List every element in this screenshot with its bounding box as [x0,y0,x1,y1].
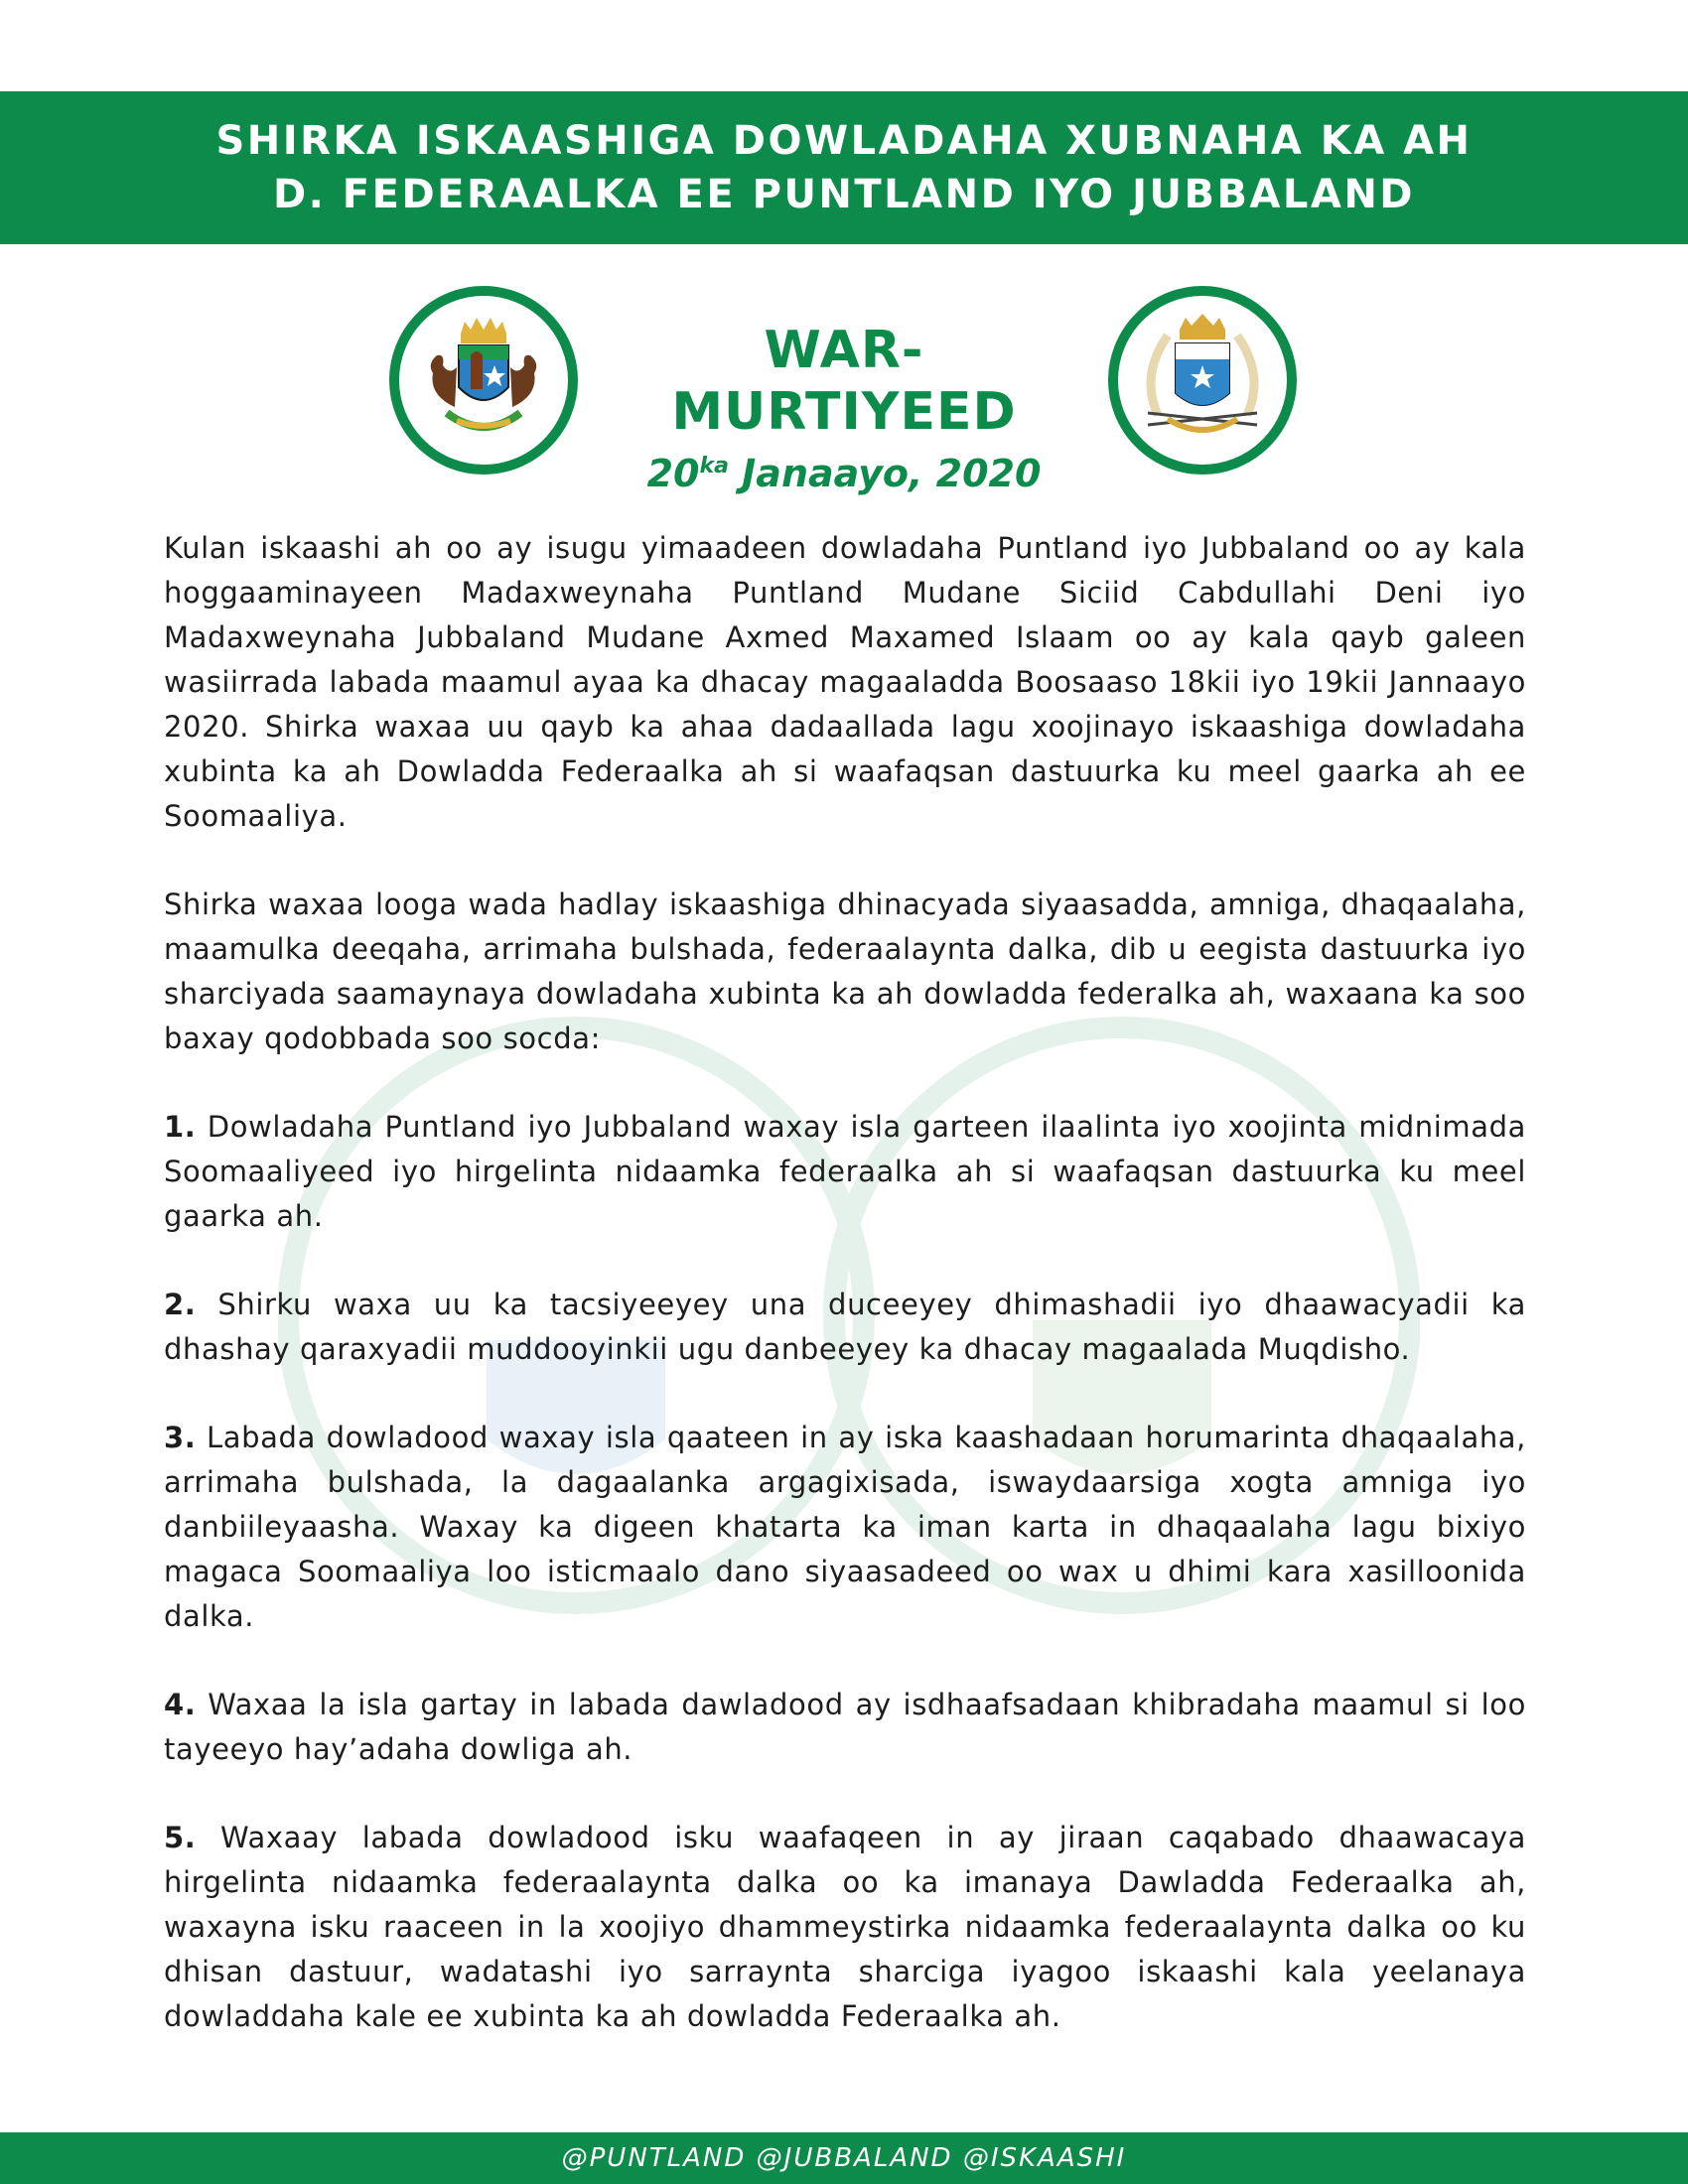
document-title: WAR-MURTIYEED [671,321,1017,442]
header-title-line2: D. FEDERAALKA EE PUNTLAND IYO JUBBALAND [272,172,1416,217]
resolution-text: Shirku waxa uu ka tacsiyeeyey una duceeyey dhimashadii iyo dhaawacyadii ka dhashay qaraxyadii muddooyinkii ugu danbeeyey ka dhacay magaalada Muqdisho. [164,1288,1526,1366]
date-rest: Janaayo, 2020 [728,452,1042,495]
resolution-text: Waxaa la isla gartay in labada dawladood ay isdhaafsadaan khibradaha maamul si loo tayeeyo hay’adaha dowliga ah. [164,1688,1526,1766]
header-title-line1: SHIRKA ISKAASHIGA DOWLADAHA XUBNAHA KA AH [215,118,1473,164]
jubbaland-emblem [1108,286,1297,475]
footer-handles: @PUNTLAND @JUBBALAND @ISKAASHI [561,2143,1127,2173]
resolution-number: 5. [164,1821,197,1854]
resolution-number: 2. [164,1288,197,1321]
date-suffix: ka [699,454,729,478]
date-day: 20 [646,452,700,495]
puntland-emblem [389,286,578,475]
title-block [596,320,1092,497]
resolution-text: Dowladaha Puntland iyo Jubbaland waxay isla garteen ilaalinta iyo xoojinta midnimada Soomaaliyeed iyo hirgelinta nidaamka federaalka ah si waafaqsan dastuurka ku meel gaarka ah. [164,1110,1526,1233]
jubbaland-coat-of-arms-icon [1118,296,1287,465]
document-body [164,526,1526,2083]
puntland-coat-of-arms-icon [399,296,568,465]
resolution-item [164,1283,1526,1372]
resolution-item [164,1105,1526,1239]
topics-paragraph: Shirka waxaa looga wada hadlay iskaashiga dhinacyada siyaasadda, amniga, dhaqaalaha, maamulka deeqaha, arrimaha bulshada, federaalaynta dalka, dib u eegista dastuurka iyo sharciyada saamaynaya dowladaha xubinta ka ah dowladda federalka ah, waxaana ka soo baxay qodobbada soo socda: [164,887,1526,1055]
header-band [0,91,1688,244]
intro-paragraph: Kulan iskaashi ah oo ay isugu yimaadeen dowladaha Puntland iyo Jubbaland oo ay kala hoggaaminayeen Madaxweynaha Puntland Mudane Siciid Cabdullahi Deni iyo Madaxweynaha Jubbaland Mudane Axmed Maxamed Islaam oo ay kala qayb galeen wasiirrada labada maamul ayaa ka dhacay magaaladda Boosaaso 18kii iyo 19kii Jannaayo 2020. Shirka waxaa uu qayb ka ahaa dadaallada lagu xoojinayo iskaashiga dowladaha xubinta ka ah Dowladda Federaalka ah si waafaqsan dastuurka ku meel gaarka ah ee Soomaaliya. [164,531,1526,833]
resolution-item [164,1683,1526,1772]
resolution-item [164,1416,1526,1639]
resolution-number: 4. [164,1688,197,1721]
resolution-number: 3. [164,1421,197,1454]
resolution-item [164,1816,1526,2039]
footer-band [0,2132,1688,2184]
resolution-text: Labada dowladood waxay isla qaateen in ay iska kaashadaan horumarinta dhaqaalaha, arrimaha bulshada, la dagaalanka argagixisada, iswaydaarsiga xogta amniga iyo danbiileyaasha. Waxay ka digeen khatarta ka iman karta in dhaqaalaha lagu bixiyo magaca Soomaaliya loo isticmaalo dano siyaasadeed oo wax u dhimi kara xasilloonida dalka. [164,1421,1526,1633]
document-date [596,443,1092,497]
resolution-text: Waxaay labada dowladood isku waafaqeen in ay jiraan caqabado dhaawacaya hirgelinta nidaamka federaalaynta dalka oo ka imanaya Dawladda Federaalka ah, waxayna isku raaceen in la xoojiyo dhammeystirka nidaamka federaalaynta dalka oo ku dhisan dastuur, wadatashi iyo sarraynta sharciga iyagoo iskaashi kala yeelanaya dowladdaha kale ee xubinta ka ah dowladda Federaalka ah. [164,1821,1526,2033]
resolution-number: 1. [164,1110,197,1144]
